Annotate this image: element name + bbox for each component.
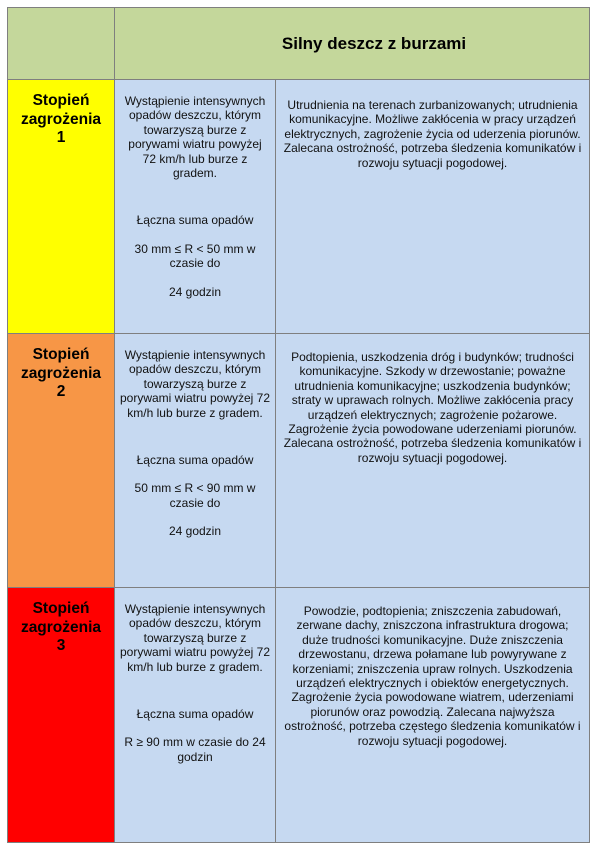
precipitation-range: 50 mm ≤ R < 90 mm w czasie do: [134, 481, 256, 510]
precipitation-period: 24 godzin: [168, 524, 222, 539]
level-label-line: Stopień: [32, 346, 90, 363]
precipitation-range: 30 mm ≤ R < 50 mm w czasie do: [134, 241, 256, 271]
level-label-line: Stopień: [32, 92, 90, 109]
table-title: Silny deszcz z burzami: [115, 8, 590, 80]
condition-description: Wystąpienie intensywnych opadów deszczu, którym towarzyszą burze z porywami wiatru powyżej 72 km/h lub burze z gradem.: [119, 602, 271, 674]
level-3-label: [8, 588, 115, 843]
level-1-label: [8, 80, 115, 334]
level-1-effects: Utrudnienia na terenach zurbanizowanych; utrudnienia komunikacyjne. Możliwe zakłócenia w pracy urządzeń elektrycznych, zagrożenie życia od uderzenia piorunów. Zalecana ostrożność, potrzeba śledzenia komunikatów i rozwoju sytuacji pogodowej.: [276, 80, 590, 334]
level-3-conditions: [115, 588, 276, 843]
precipitation-period: 24 godzin: [168, 284, 222, 299]
level-2-effects: Podtopienia, uszkodzenia dróg i budynków; trudności komunikacyjne. Szkody w drzewostanie; poważne utrudnienia komunikacyjne; uszkodzenia budynków; straty w uprawach rolnych. Możliwe zakłócenia pracy urządzeń elektrycznych; zagrożenie pożarowe. Zagrożenie życia powodowane uderzeniami piorunów. Zalecana ostrożność, potrzeba śledzenia komunikatów i rozwoju sytuacji pogodowej.: [276, 334, 590, 588]
level-label-line: Stopień: [32, 600, 90, 617]
table-header-row: [8, 8, 590, 80]
precipitation-sum-label: Łączna suma opadów: [136, 453, 254, 468]
table-row: [8, 80, 590, 334]
level-label-line: zagrożenia: [20, 364, 102, 382]
level-label-line: 3: [56, 637, 66, 654]
level-label-line: zagrożenia: [20, 110, 102, 128]
table-row: [8, 334, 590, 588]
precipitation-sum-label: Łączna suma opadów: [136, 213, 254, 228]
condition-description: Wystąpienie intensywnych opadów deszczu, którym towarzyszą burze z porywami wiatru powyżej 72 km/h lub burze z gradem.: [119, 348, 271, 420]
level-3-effects: Powodzie, podtopienia; zniszczenia zabudowań, zerwane dachy, zniszczona infrastruktura drogowa; duże trudności komunikacyjne. Duże zniszczenia drzewostanu, drzewa połamane lub powyrywane z korzeniami; zniszczenia upraw rolnych. Uszkodzenia urządzeń elektrycznych i obiektów energetycznych. Zagrożenie życia powodowane wiatrem, uderzeniami piorunów oraz powodzią. Zalecana najwyższa ostrożność, potrzeba częstego śledzenia komunikatów i rozwoju sytuacji pogodowej.: [276, 588, 590, 843]
warning-levels-table: [7, 7, 590, 843]
level-1-conditions: [115, 80, 276, 334]
level-label-line: 2: [56, 383, 66, 400]
precipitation-range: R ≥ 90 mm w czasie do 24 godzin: [124, 735, 266, 764]
condition-description: Wystąpienie intensywnych opadów deszczu, którym towarzyszą burze z porywami wiatru powyżej 72 km/h lub burze z gradem.: [124, 94, 266, 181]
table-row: [8, 588, 590, 843]
level-2-conditions: [115, 334, 276, 588]
level-2-label: [8, 334, 115, 588]
precipitation-sum-label: Łączna suma opadów: [136, 707, 254, 722]
header-empty-cell: [8, 8, 115, 80]
level-label-line: zagrożenia: [20, 618, 102, 636]
level-label-line: 1: [56, 129, 66, 146]
